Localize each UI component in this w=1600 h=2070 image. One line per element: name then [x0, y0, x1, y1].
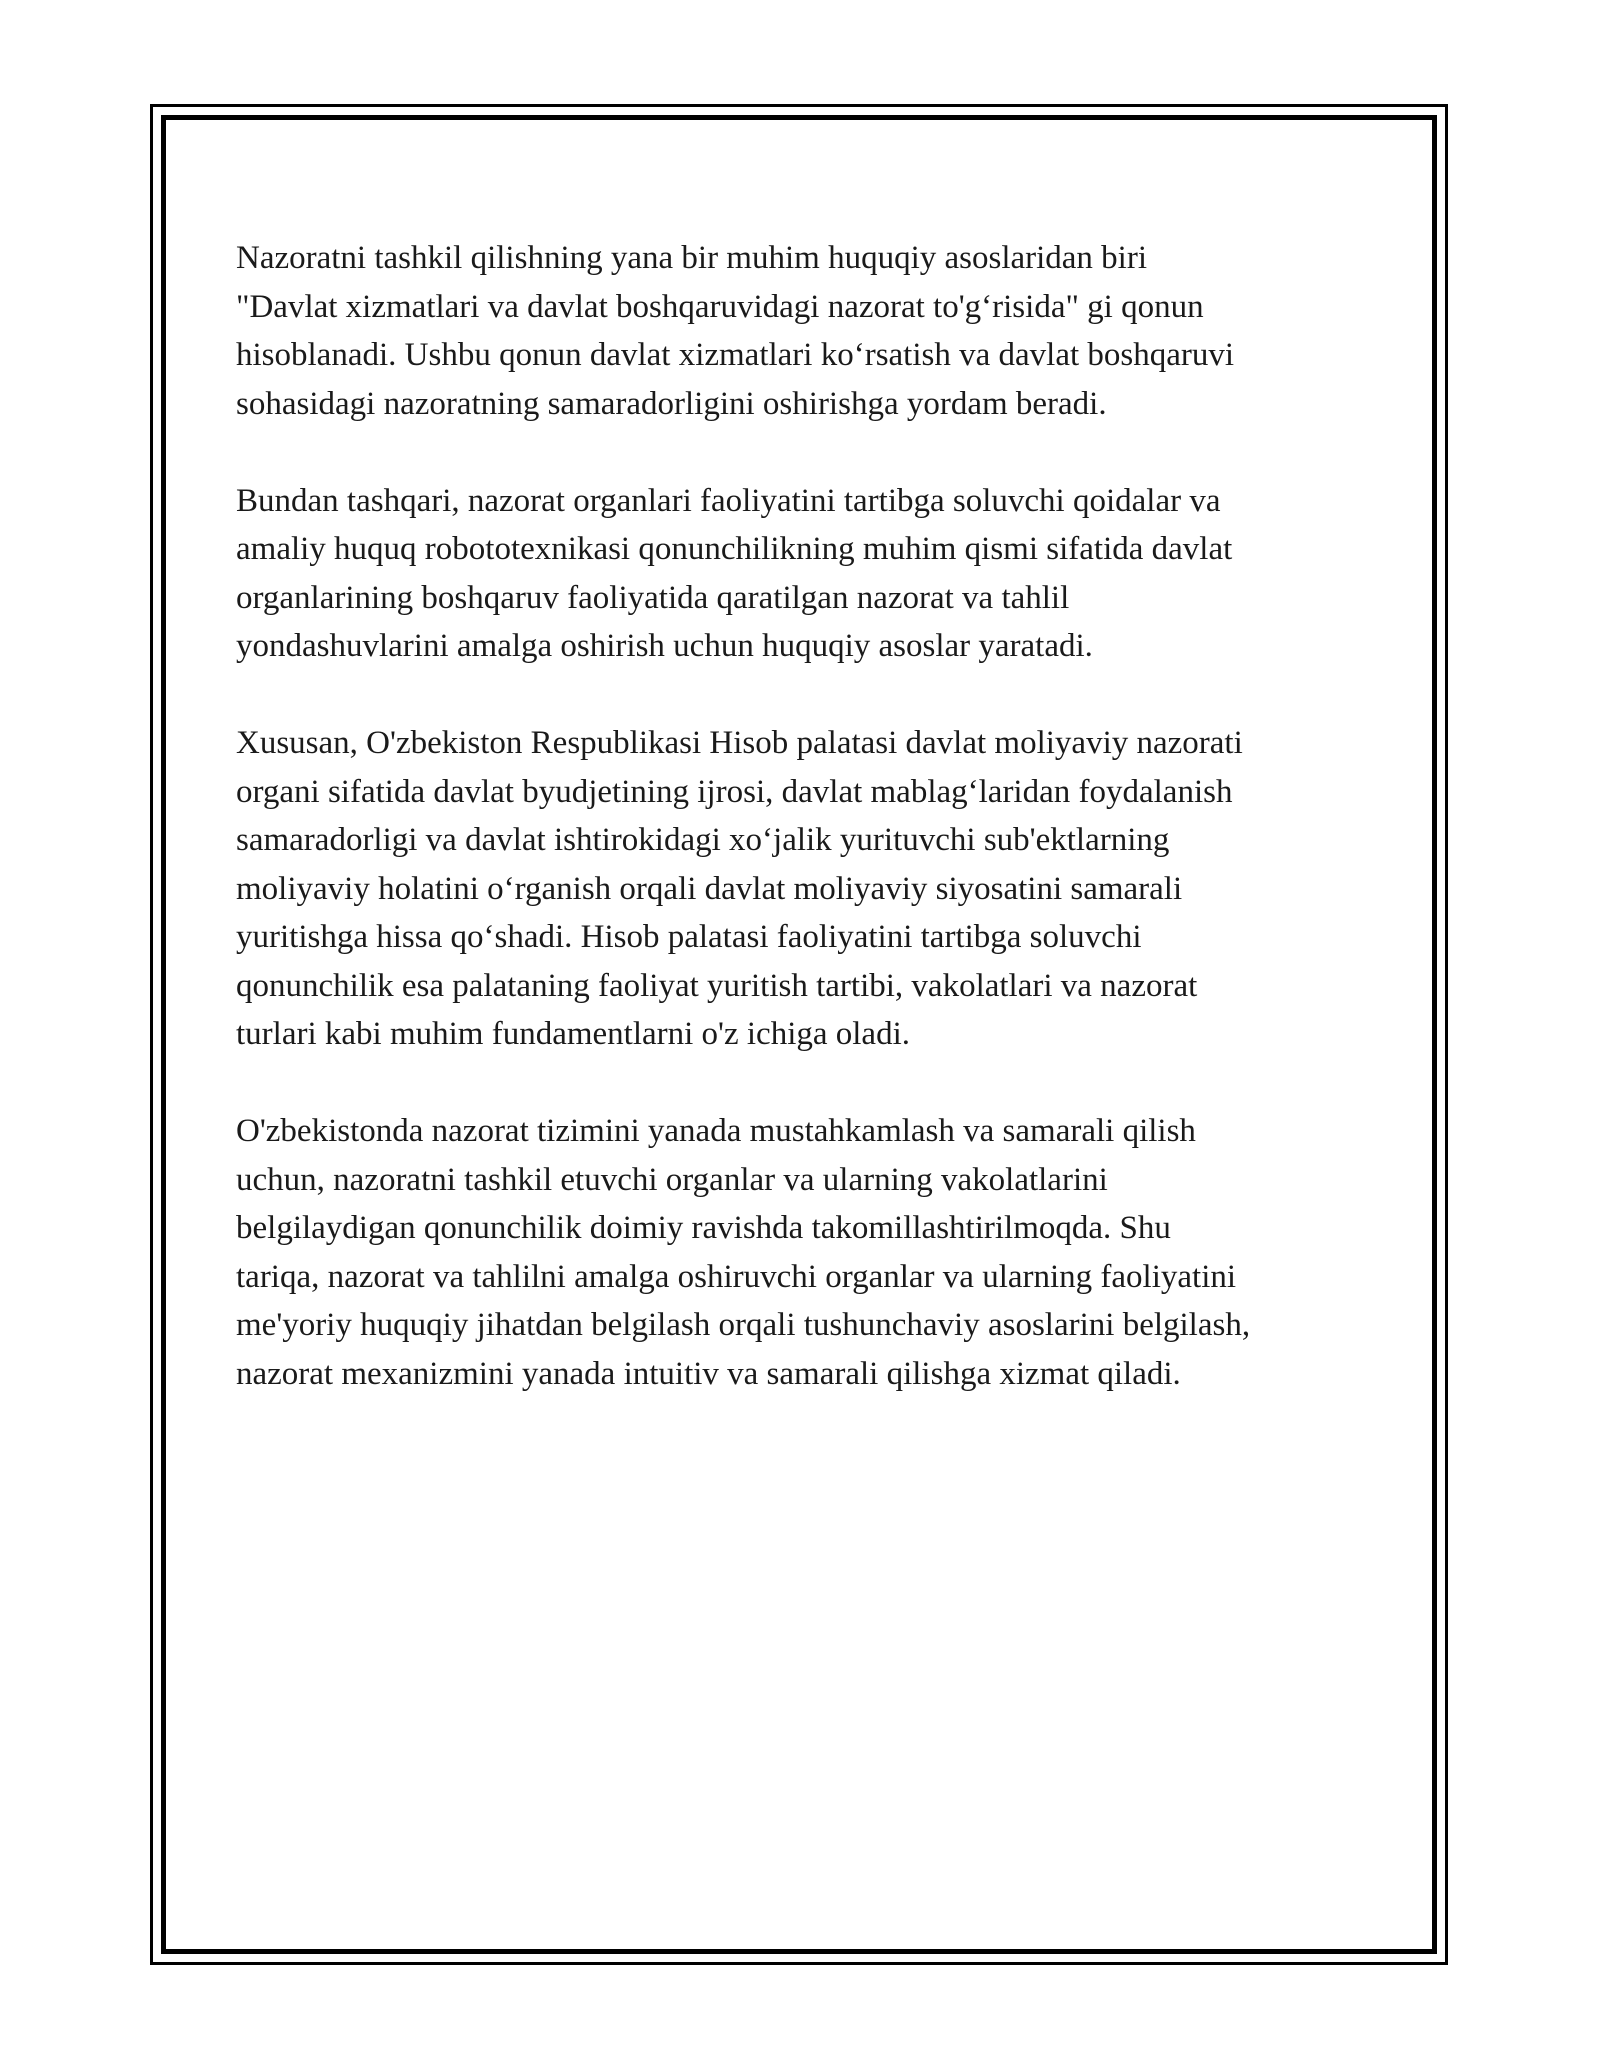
paragraph-1: Nazoratni tashkil qilishning yana bir muhim huquqiy asoslaridan biri "Davlat xizmatlari va davlat boshqaruvidagi nazorat to'g‘risida" gi qonun hisoblanadi. Ushbu qonun davlat xizmatlari ko‘rsatish va davlat boshqaruvi sohasidagi nazoratning samaradorligini oshirishga yordam beradi. [236, 240, 1235, 422]
paragraph-4: O'zbekistonda nazorat tizimini yanada mustahkamlash va samarali qilish uchun, nazoratni tashkil etuvchi organlar va ularning vakolatlarini belgilaydigan qonunchilik doimiy ravishda takomillashtirilmoqda. Shu tariqa, nazorat va tahlilni amalga oshiruvchi organlar va ularning faoliyatini me'yoriy huquqiy jihatdan belgilash orqali tushunchaviy asoslarini belgilash, nazorat mexanizmini yanada intuitiv va samarali qilishga xizmat qiladi. [236, 1113, 1251, 1392]
paragraph-3: Xususan, O'zbekiston Respublikasi Hisob palatasi davlat moliyaviy nazorati organi sifatida davlat byudjetining ijrosi, davlat mablag‘laridan foydalanish samaradorligi va davlat ishtirokidagi xo‘jalik yurituvchi sub'ektlarning moliyaviy holatini o‘rganish orqali davlat moliyaviy siyosatini samarali yuritishga hissa qo‘shadi. Hisob palatasi faoliyatini tartibga soluvchi qonunchilik esa palataning faoliyat yuritish tartibi, vakolatlari va nazorat turlari kabi muhim fundamentlarni o'z ichiga oladi. [236, 725, 1243, 1052]
document-body [236, 234, 1366, 1447]
paragraph-2: Bundan tashqari, nazorat organlari faoliyatini tartibga soluvchi qoidalar va amaliy huquq robototexnikasi qonunchilikning muhim qismi sifatida davlat organlarining boshqaruv faoliyatida qaratilgan nazorat va tahlil yondashuvlarini amalga oshirish uchun huquqiy asoslar yaratadi. [236, 482, 1233, 664]
